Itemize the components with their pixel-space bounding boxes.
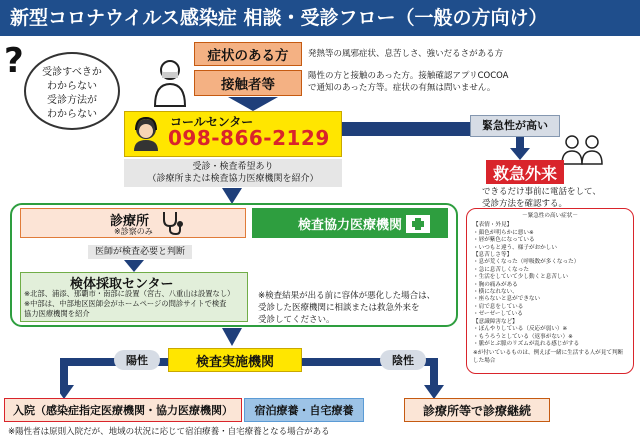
specimen-note-1: ※北部、浦添、那覇市・南部に設置（宮古、八重山は設置なし） — [24, 289, 235, 298]
specimen-note-3: 協力医療機関を紹介 — [24, 309, 90, 318]
stethoscope-icon — [160, 210, 184, 236]
er-note-2: 受診方法を確認する。 — [482, 199, 568, 209]
urgent-item: ・座らないと息ができない — [473, 296, 541, 303]
arrow-to-green — [222, 188, 242, 204]
question-icon: ? — [4, 41, 24, 81]
doctor-nurse-icon — [560, 132, 604, 166]
urgent-item: ・顔色が明らかに悪い※ — [473, 229, 534, 236]
testing-box: 検査実施機関 — [168, 348, 302, 372]
clinic-label: 診療所 — [110, 214, 150, 229]
coop-hospital-box: 検査協力医療機関 — [252, 208, 448, 238]
arrow-to-callcenter — [228, 97, 278, 111]
worsen-line-1: ※検査結果が出る前に容体が悪化した場合は、 — [258, 291, 436, 301]
er-note-1: できるだけ事前に電話をして、 — [482, 187, 601, 197]
hospital-icon — [404, 211, 432, 235]
symptoms-label: 症状のある方 — [194, 42, 302, 66]
negative-label: 陰性 — [380, 350, 426, 370]
urgent-item: 【息苦しさ等】 — [473, 252, 513, 259]
page-title: 新型コロナウイルス感染症 相談・受診フロー（一般の方向け） — [0, 0, 640, 36]
urgent-item: ・脈がとぶ脈のリズムが乱れる感じがする — [473, 340, 580, 347]
urgent-footnote: ※が付いているものは、例えば一緒に生活する人が見て判断した場合 — [473, 350, 624, 364]
person-sick-icon — [150, 58, 190, 108]
specimen-note-2: ※中部は、中部地区医師会がホームページの問診サイトで検査 — [24, 299, 227, 308]
worsen-line-2: 受診した医療機関に相談または救急外来を — [258, 303, 420, 313]
urgent-title: －緊急性の高い症状－ — [522, 213, 578, 219]
urgent-item: ・横になれない、 — [473, 289, 518, 296]
urgent-item: 【意識障害など】 — [473, 318, 518, 325]
question-text-2: わからない — [47, 81, 97, 92]
contacts-desc-1: 陽性の方と接触のあった方。接触確認アプリCOCOA — [308, 71, 509, 81]
home-care-box: 宿泊療養・自宅療養 — [244, 398, 364, 422]
er-box: 救急外来 — [486, 160, 564, 184]
operator-icon — [128, 114, 164, 152]
urgent-item: ・唇が紫色になっている — [473, 237, 535, 244]
clinic-note: ※診察のみ — [114, 227, 153, 236]
request-bar — [124, 159, 342, 187]
footer-note: ※陽性者は原則入院だが、地域の状況に応じて宿泊療養・自宅療養となる場合がある — [8, 427, 330, 437]
call-center-phone[interactable]: 098-866-2129 — [168, 126, 330, 150]
arrow-to-specimen — [124, 260, 144, 272]
request-line-2: （診療所または検査協力医療機関を紹介） — [147, 174, 319, 184]
symptoms-desc: 発熱等の風邪症状、息苦しさ、強いだるさがある方 — [308, 49, 504, 59]
urgent-item: ・生活をしていて少し動くと息苦しい — [473, 274, 569, 281]
worsen-line-3: 受診してください。 — [258, 315, 335, 325]
urgent-item: ・ぼんやりしている（反応が弱い）※ — [473, 326, 568, 333]
urgent-item: ・ゼーゼーしている — [473, 311, 523, 318]
contacts-desc-2: で通知のあった方等。症状の有無は問いません。 — [308, 83, 496, 93]
question-text-1: 受診すべきか — [42, 67, 102, 78]
urgent-item: ・胸の痛みがある — [473, 281, 518, 288]
doctor-judgement: 医師が検査必要と判断 — [88, 245, 192, 259]
specimen-label: 検体採取センター — [70, 277, 174, 292]
arrow-to-testing — [222, 328, 242, 346]
urgent-item: ・いつもと違う、様子がおかしい — [473, 244, 557, 251]
urgent-item: ・もうろうとしている（返事がない）※ — [473, 333, 573, 340]
contacts-label: 接触者等 — [194, 70, 302, 96]
question-text-4: わからない — [47, 109, 97, 120]
urgency-label: 緊急性が高い — [470, 115, 560, 137]
hospitalization-box: 入院（感染症指定医療機関・協力医療機関） — [4, 398, 242, 422]
urgent-symptoms-panel — [466, 208, 634, 374]
urgent-item: ・急に息苦しくなった — [473, 266, 529, 273]
request-line-1: 受診・検査希望あり — [192, 162, 274, 172]
urgent-item: 【表情・外見】 — [473, 222, 513, 229]
question-text-3: 受診方法が — [47, 95, 97, 106]
urgent-item: ・息が荒くなった（呼吸数が多くなった） — [473, 259, 580, 266]
continue-care-box: 診療所等で診療継続 — [404, 398, 550, 422]
urgent-item: ・肩で息をしている — [473, 303, 524, 310]
positive-label: 陽性 — [114, 350, 160, 370]
call-center-label: コールセンター — [170, 115, 254, 129]
